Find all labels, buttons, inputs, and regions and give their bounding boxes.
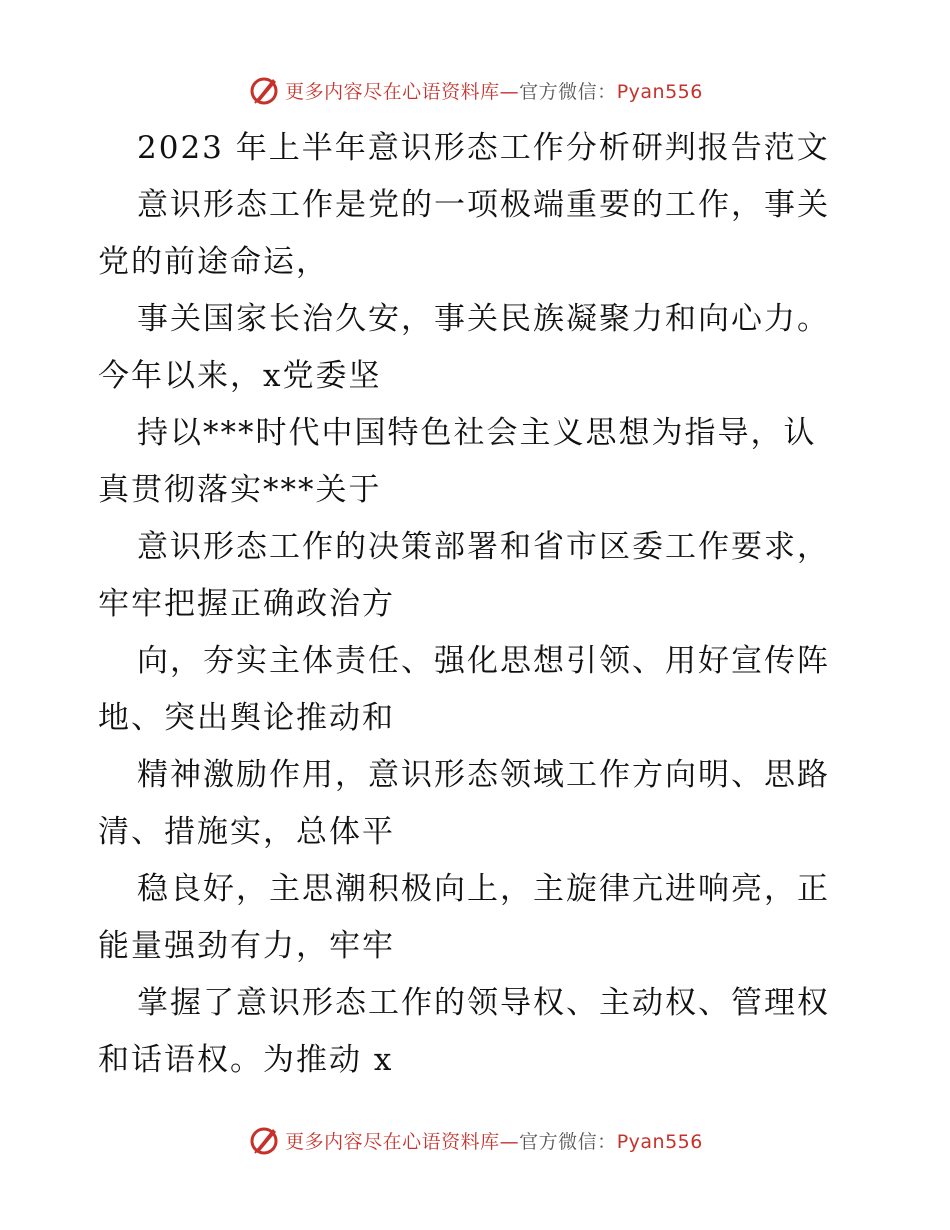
text-line: 掌握了意识形态工作的领导权、主动权、管理权 xyxy=(137,985,830,1021)
text-line: 今年以来，x党委坚 xyxy=(98,358,382,394)
text-line: 党的前途命运， xyxy=(98,244,329,280)
document-body xyxy=(98,120,858,1089)
watermark-separator: — xyxy=(499,1130,520,1153)
header-watermark xyxy=(0,70,950,110)
text-line: 事关国家长治久安，事关民族凝聚力和向心力。 xyxy=(137,301,830,337)
footer-watermark xyxy=(0,1120,950,1160)
watermark-official-label: 官方微信： xyxy=(519,80,617,103)
watermark-separator: — xyxy=(499,80,520,103)
text-line: 真贯彻落实***关于 xyxy=(98,472,382,508)
text-line: 清、措施实，总体平 xyxy=(98,814,395,850)
text-line: 牢牢把握正确政治方 xyxy=(98,586,395,622)
text-line: 意识形态工作的决策部署和省市区委工作要求， xyxy=(137,529,830,565)
text-line: 精神激励作用，意识形态领域工作方向明、思路 xyxy=(137,757,830,793)
watermark-main: 更多内容尽在心语资料库 xyxy=(285,80,500,103)
watermark-text xyxy=(285,1127,703,1154)
quill-pen-logo-icon xyxy=(247,73,281,107)
text-line: 意识形态工作是党的一项极端重要的工作，事关 xyxy=(137,187,830,223)
watermark-wechat-id: Pyan556 xyxy=(616,80,703,103)
watermark-wechat-id: Pyan556 xyxy=(616,1130,703,1153)
watermark-main: 更多内容尽在心语资料库 xyxy=(285,1130,500,1153)
text-line: 地、突出舆论推动和 xyxy=(98,700,395,736)
text-line: 持以***时代中国特色社会主义思想为指导，认 xyxy=(137,415,817,451)
quill-pen-logo-icon xyxy=(247,1123,281,1157)
text-line: 能量强劲有力，牢牢 xyxy=(98,928,395,964)
text-line: 和话语权。为推动 x xyxy=(98,1042,394,1078)
text-line: 向，夯实主体责任、强化思想引领、用好宣传阵 xyxy=(137,643,830,679)
watermark-official-label: 官方微信： xyxy=(519,1130,617,1153)
text-line: 稳良好，主思潮积极向上，主旋律亢进响亮，正 xyxy=(137,871,830,907)
watermark-text xyxy=(285,77,703,104)
document-title: 2023 年上半年意识形态工作分析研判报告范文 xyxy=(137,130,830,166)
